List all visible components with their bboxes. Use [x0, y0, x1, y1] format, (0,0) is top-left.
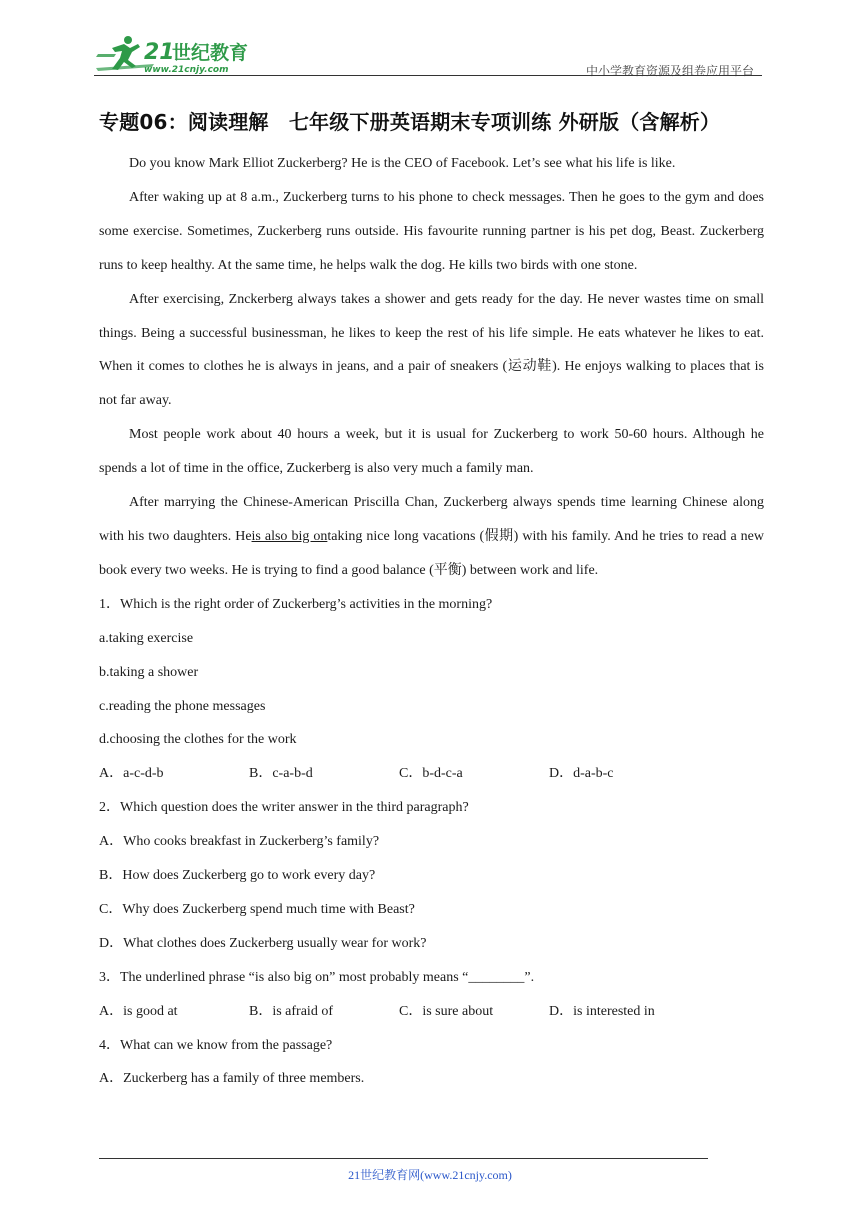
option-d: D．is interested in	[549, 1003, 655, 1019]
passage-paragraph: Most people work about 40 hours a week, but it is usual for Zuckerberg to work 50-60 hours. Although he spends a lot of time in the office, Zuckerberg is also very much a family man.	[99, 427, 764, 477]
option-b: B．is afraid of	[249, 1003, 333, 1019]
passage-paragraph: Do you know Mark Elliot Zuckerberg? He is the CEO of Facebook. Let’s see what his life is like.	[129, 156, 676, 171]
passage-paragraph: After exercising, Znckerberg always takes a shower and gets ready for the day. He never wastes time on small things. Being a successful businessman, he likes to keep the rest of his life simple. He eats whatever he likes to eat. When it comes to clothes he is always in jeans, and a pair of sneakers (运动鞋). He enjoys walking to places that is not far away.	[99, 291, 764, 409]
option-b: B．c-a-b-d	[249, 766, 313, 782]
passage-paragraph	[99, 486, 764, 588]
option-c: C．b-d-c-a	[399, 766, 463, 782]
question-1-options	[99, 757, 764, 791]
passage-paragraph: After waking up at 8 a.m., Zuckerberg turns to his phone to check messages. Then he goes to the gym and does some exercise. Sometimes, Zuckerberg runs outside. His favourite running partner is his pet dog, Beast. Zuckerberg runs to keep healthy. At the same time, he helps walk the dog. He kills two birds with one stone.	[99, 189, 764, 273]
question-1-item: a.taking exercise	[99, 630, 194, 646]
footer-text[interactable]: 21世纪教育网(www.21cnjy.com)	[348, 1168, 512, 1182]
document-title: 专题06：阅读理解 七年级下册英语期末专项训练 外研版（含解析）	[99, 110, 721, 134]
svg-text:21: 21	[144, 40, 175, 65]
question-1-item: b.taking a shower	[99, 664, 199, 680]
platform-text: 中小学教育资源及组卷应用平台	[585, 64, 754, 78]
logo-sub-text: www.21cnjy.com	[144, 65, 229, 75]
option-d: D．d-a-b-c	[549, 766, 614, 782]
option-b: B．How does Zuckerberg go to work every day?	[99, 868, 376, 884]
footer-divider	[99, 1158, 708, 1159]
question-1-item: c.reading the phone messages	[99, 698, 266, 714]
option-a: A．is good at	[99, 1003, 178, 1019]
question-3-stem: 3．The underlined phrase “is also big on” most probably means “________”.	[99, 969, 535, 985]
logo-main-text: 世纪教育	[172, 42, 249, 64]
text-before-underline: After marrying the Chinese-American Priscilla Chan, Zuckerberg always spends time learning Chinese along with his two daughters. He	[99, 495, 764, 544]
page-header	[94, 34, 762, 78]
question-2-stem: 2．Which question does the writer answer in the third paragraph?	[99, 800, 469, 816]
option-d: D．What clothes does Zuckerberg usually wear for work?	[99, 935, 427, 951]
option-a: A．Who cooks breakfast in Zuckerberg’s family?	[99, 834, 380, 850]
header-divider	[94, 75, 762, 76]
option-a: A．Zuckerberg has a family of three members.	[99, 1071, 365, 1087]
question-4-stem: 4．What can we know from the passage?	[99, 1037, 333, 1053]
question-1-stem: 1．Which is the right order of Zuckerberg’s activities in the morning?	[99, 596, 493, 612]
option-c: C．is sure about	[399, 1003, 494, 1019]
question-3-options	[99, 995, 764, 1029]
document-body	[99, 147, 764, 1096]
option-c: C．Why does Zuckerberg spend much time with Beast?	[99, 901, 415, 917]
site-logo	[94, 34, 264, 76]
underlined-phrase: is also big on	[251, 528, 328, 544]
option-a: A．a-c-d-b	[99, 766, 164, 782]
text-after-underline: taking nice long vacations (假期) with his family. And he tries to read a new book every two weeks. He is trying to find a good balance (平衡) between work and life.	[99, 528, 764, 578]
question-1-item: d.choosing the clothes for the work	[99, 732, 297, 748]
